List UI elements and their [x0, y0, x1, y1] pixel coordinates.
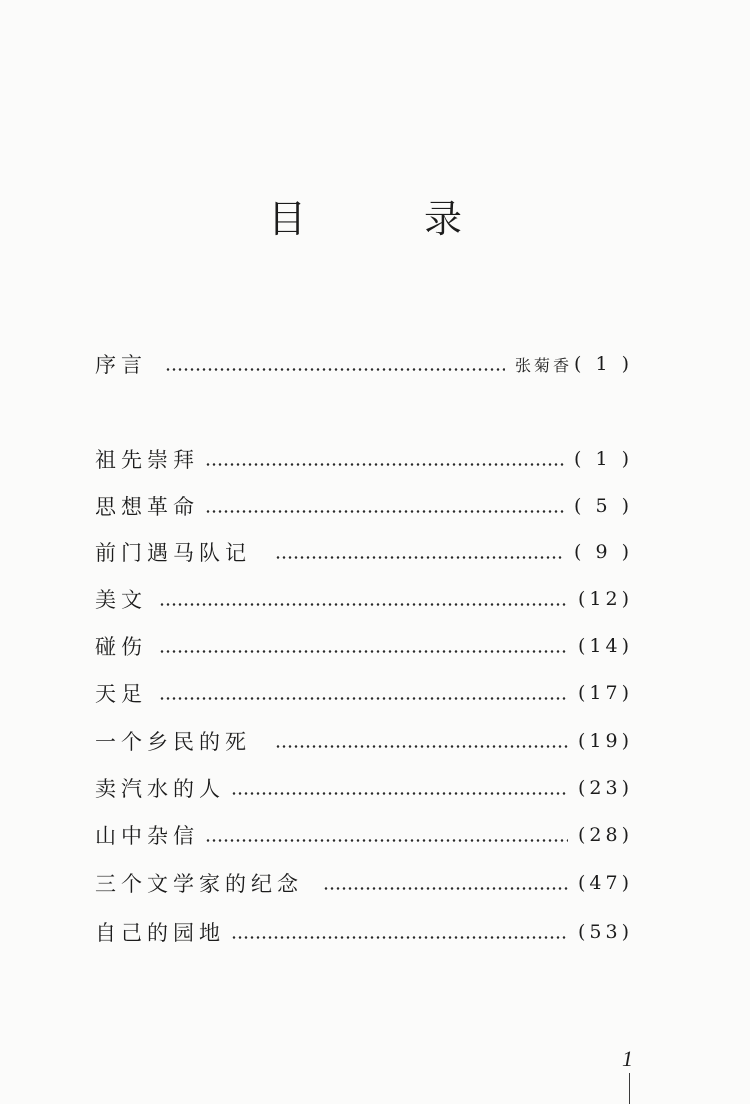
leader-dots: [275, 556, 564, 559]
toc-entry-page: (47): [577, 872, 633, 894]
toc-entry-title: 思想革命: [95, 495, 199, 519]
toc-entry[interactable]: [95, 632, 633, 660]
page-title: 目 录: [267, 197, 502, 241]
toc-entry[interactable]: [95, 679, 633, 707]
toc-entry-preface[interactable]: [95, 350, 633, 378]
toc-entry-title: 序言: [95, 353, 147, 377]
toc-entry-author: 张菊香: [514, 355, 572, 375]
toc-entry[interactable]: [95, 869, 633, 897]
toc-entry-title: 山中杂信: [95, 824, 199, 848]
toc-entry[interactable]: [95, 821, 633, 849]
toc-entry-title: 一个乡民的死: [95, 730, 251, 754]
toc-entry[interactable]: [95, 918, 633, 946]
toc-entry-title: 前门遇马队记: [95, 541, 251, 565]
toc-entry-title: 天足: [95, 682, 147, 706]
toc-entry[interactable]: [95, 445, 633, 473]
toc-entry-page: (14): [577, 635, 633, 657]
toc-entry-page: (53): [577, 921, 633, 943]
toc-entry-title: 美文: [95, 588, 147, 612]
leader-dots: [231, 936, 568, 939]
toc-entry-page: ( 9 ): [574, 541, 633, 563]
leader-dots: [275, 745, 568, 748]
toc-entry-title: 三个文学家的纪念: [95, 872, 303, 896]
toc-entry[interactable]: [95, 727, 633, 755]
toc-entry-page: (17): [577, 682, 633, 704]
leader-dots: [159, 603, 568, 606]
toc-entry[interactable]: [95, 538, 633, 566]
margin-rule: [629, 1073, 630, 1104]
toc-entry-title: 碰伤: [95, 635, 147, 659]
toc-entry-title: 祖先崇拜: [95, 448, 199, 472]
toc-entry[interactable]: [95, 774, 633, 802]
leader-dots: [205, 463, 564, 466]
leader-dots: [205, 510, 564, 513]
toc-entry[interactable]: [95, 585, 633, 613]
leader-dots: [165, 368, 505, 371]
toc-entry-page: (23): [577, 777, 633, 799]
leader-dots: [159, 697, 568, 700]
toc-entry-title: 卖汽水的人: [95, 777, 225, 801]
leader-dots: [159, 650, 568, 653]
toc-entry-page: (19): [577, 730, 633, 752]
leader-dots: [323, 887, 568, 890]
toc-entry-page: ( 1 ): [574, 353, 633, 375]
toc-entry-page: (12): [577, 588, 633, 610]
toc-entry-page: ( 1 ): [574, 448, 633, 470]
toc-entry-page: (28): [577, 824, 633, 846]
leader-dots: [205, 839, 568, 842]
toc-entry-title: 自己的园地: [95, 921, 225, 945]
leader-dots: [231, 792, 568, 795]
toc-entry[interactable]: [95, 492, 633, 520]
page-number: 1: [622, 1046, 633, 1071]
toc-entry-page: ( 5 ): [574, 495, 633, 517]
